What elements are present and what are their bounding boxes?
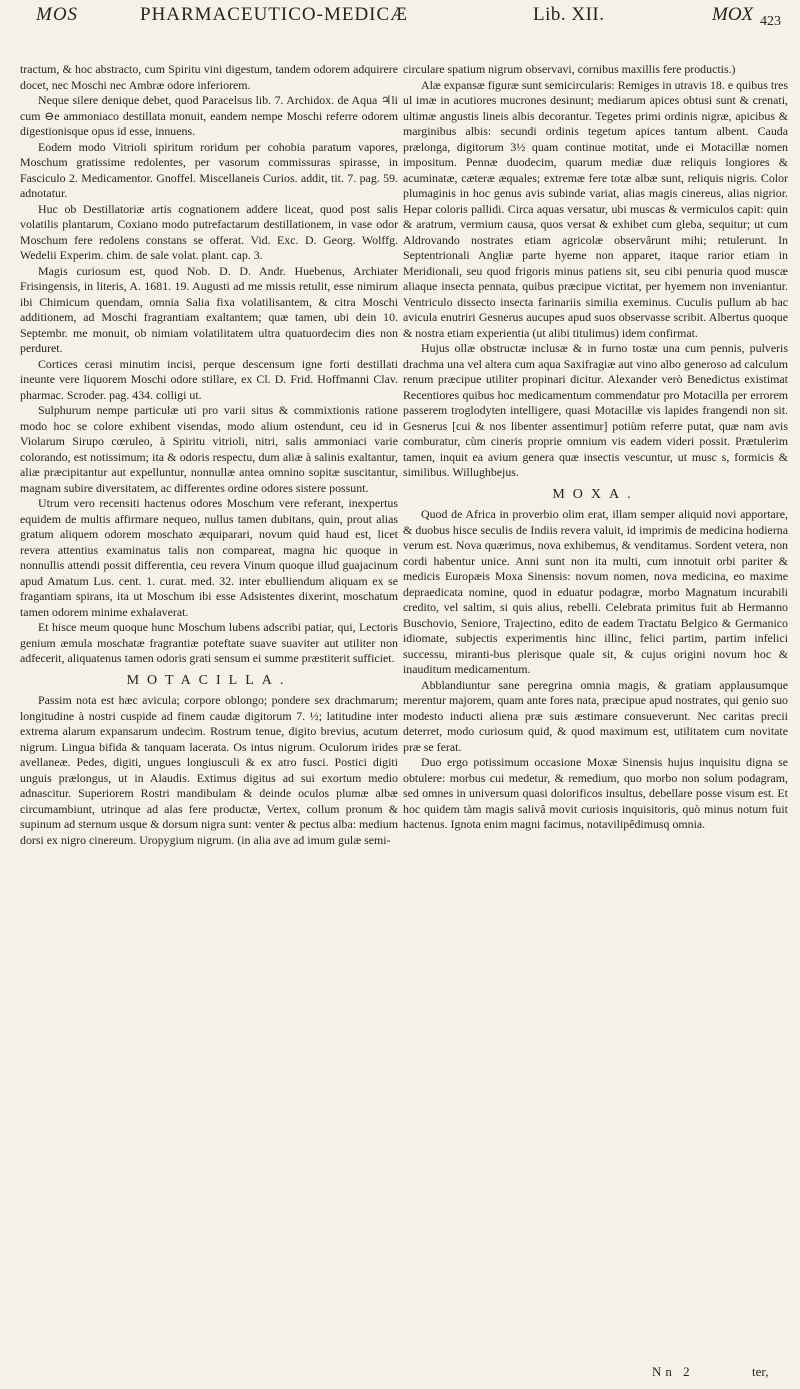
paragraph: Sulphurum nempe particulæ uti pro varii situs & commixtionis ratione modo hoc se colore exhibent visendas, modo alium ostendunt, ceu id in Violarum Sirupo cœruleo, à Spiritu vitrioli, nitri, salis ammoniaci varie colorando, est notissimum; ita & odoris respectu, dum aliæ à salinis exaltantur, aliæ præcipitantur aut expelluntur, nonnullæ antea omnino sopitæ suscitantur, magnam subire diversitatem, ac differentes ordine odores sistere possunt.	[20, 403, 398, 495]
header-center-title: PHARMACEUTICO-MEDICÆ	[140, 4, 409, 25]
paragraph: Quod de Africa in proverbio olim erat, illam semper aliquid novi apportare, & duobus hisce seculis de Indiis revera valuit, id imprimis de medicina hodierna verum est. Nova quærimus, nova exhibemus, & venditamus. Sordent vetera, non cordi habentur unice. Anni sunt non ita multi, cum innotuit orbi pariter & medicis Europæis Moxa Sinensis: novum nomen, nova medicina, eo maxime depraedicata nomine, quod in eduatur podagræ, morbo Magnatum incurabili credito, vel saltim, si quis alius, rebelli. Celebrata primitus fuit ab Hermanno Buschovio, Seniore, Trajectino, edito de eadem Tractatu Belgico & Germanico idiomate, subjectis experimentis hinc illinc, felici partim, partim infelici successu, miranti-bus plerisque quale sit, & cujus origini novum hoc & inauditum medicamentum.	[403, 507, 788, 676]
catchword: ter,	[752, 1364, 769, 1379]
paragraph: Et hisce meum quoque hunc Moschum lubens adscribi patiar, qui, Lectoris genium æmula moschatæ fragrantiæ poteftate suave suaviter aut utiliter non adfecerit, aliquatenus tamen odoris grati sensum ei summe præstiterit sufficiet.	[20, 620, 398, 665]
paragraph: circulare spatium nigrum observavi, cornibus maxillis fere productis.)	[403, 62, 736, 76]
left-column	[20, 62, 398, 848]
paragraph: Neque silere denique debet, quod Paracelsus lib. 7. Archidox. de Aqua ♃li cum ⊖e ammoniaco destillata monuit, eandem nempe Moschi referre odorem digestionisque opus id esse, innuens.	[20, 93, 398, 138]
page-number: 423	[760, 14, 781, 29]
paragraph: tractum, & hoc abstracto, cum Spiritu vini digestum, tandem odorem adquirere docet, nec Moschi nec Ambræ odore inferiorem.	[20, 62, 398, 92]
paragraph: Huc ob Destillatoriæ artis cognationem addere liceat, quod post salis volatilis plantarum, Coxiano modo putrefactarum destillationem, in vase odor Moschum fere redolens constans se offerat. Vid. Exc. D. Georg. Wolffg. Wedelii Experim. chim. de sale volat. plant. cap. 3.	[20, 201, 398, 262]
section-heading-motacilla: MOTACILLA.	[126, 672, 292, 688]
header-book-number: Lib. XII.	[533, 4, 605, 25]
section-heading-moxa: MOXA.	[552, 486, 639, 502]
header-right-title: MOX	[712, 4, 754, 25]
paragraph: Utrum vero recensiti hactenus odores Moschum vere referant, inexpertus equidem de multis affirmare nequeo, nullus tamen dubitans, quin, prout alias gratum aliquem odorem moschato æquiparari, novum quid haud est, licet revera attentius examinatus talis non compareat, magna hic quoque in nonnullis attendi possit differentia, ceu revera Vinum quoque illud guajacinum apud Amatum Lus. cent. 1. curat. med. 32. inter ebulliendum aliquam ex se fragantiam spirans, ita ut Moschum ibi esse Adsistentes dixerint, moschatum tamen odorem minime exhalaverat.	[20, 496, 398, 619]
page-footer	[0, 1364, 800, 1384]
signature-mark: Nn 2	[652, 1364, 694, 1379]
paragraph: Hujus ollæ obstructæ inclusæ & in furno tostæ una cum pennis, pulveris drachma una vel altera cum aqua Saxifragiæ aut vino albo generoso ad calculum renum præcipue utiliter propinari dicitur. Alexander verò Benedictus existimat Recentiores quibus hoc medicamentum commendatur pro Motacilla per errorem passerem troglodyten intelligere, quasi Motacillæ vis lapides frangendi non sit. Gesnerus [cui & nos libenter assentimur] potiùm referre putat, quæ nam avis comburatur, cùm cineris proprie omnium vis eadem videri possit. Prætulerim tamen, inquit ea avium genera quæ insectis vescuntur, ut musc s, formicis & similibus. Willughbejus.	[403, 341, 788, 479]
paragraph: Duo ergo potissimum occasione Moxæ Sinensis hujus inquisitu digna se obtulere: morbus cui medetur, & remedium, quo morbo non solum podagram, sed omnes in universum quasi dolorificos insultus, debellare posse visum est. Et hoc quidem tàm magis salivâ movit curiosis inquisitoris, quò minus notum fuit hactenus. Ignota enim magni facimus, notavilipêdimusq omnia.	[403, 755, 788, 831]
paragraph: Alæ expansæ figuræ sunt semicircularis: Remiges in utravis 18. e quibus tres ul imæ in acutiores mucrones desinunt; mediarum apices obtusi sunt & crenati, ultimæ angustis lineis albis decorantur. Tegetes primi ordinis nigræ, apicibus & marginibus albis: secundi ordinis tegetum apices tantum albent. Cauda prælonga, digitorum 3½ quam continue motitat, unde ei Motacillæ nomen impositum. Pennæ duodecim, quarum mediæ duæ reliquis longiores & acuminatæ, cæteræ æquales; extremæ fere totæ albæ sunt, reliquis nigris. Color plumaginis in hoc genus avis subinde variat, alias magis cinereus, alias nigrior. Hepar coloris pallidi. Circa aquas versatur, ubi muscas & vermiculos capit: quin & aratrum, vermium causa, quos versat & exhibet cum gleba, sequitur; ut cum Aldrovando nostrates etiam agricolæ observârunt mihi; retulerunt. In Septentrionali Angliæ parte hyeme non apparet, itaque rarior etiam in Meridionali, seu quod frigoris minus patiens sit, seu cibi penuria quod muscæ aliaque insecta pennata, quibus præcipue victitat, per hyemem non inveniantur. Ventriculo dissecto insecta farinariis similia exeminus. Cuculis pullum ab hac avicula enutriri Gesnerus aucupes apud suos observasse scribit. Albertus quoque & nostra etiam experientia (ut alibi titulimus) idem confirmat.	[403, 77, 788, 340]
running-header	[0, 4, 800, 60]
right-column	[403, 62, 788, 833]
paragraph: Eodem modo Vitrioli spiritum roridum per cohobia paratum vapores, Moschum gratissime redolentes, per vasorum commissuras spirasse, in Fasciculo 2. Medicamentor. Gnoffel. Miscellaneis Curios. addit, tit. 7. pag. 59. adnotatur.	[20, 139, 398, 200]
paragraph: Passim nota est hæc avicula; corpore oblongo; pondere sex drachmarum; longitudine à nostri cuspide ad finem caudæ digitorum 7. ½; latitudine inter extrema alarum expansarum undecim. Rostrum tenue, digito brevius, acutum nigrum. Lingua bifida & tanquam lacerata. Os intus nigrum. Oculorum irides avellaneæ. Pedes, digiti, ungues longiusculi & ex atro fusci. Postici digiti unguis prælongus, ut in Alaudis. Extimus digitus ad sui exortum medio adnascitur. Superiorem Rostri mandibulam & deinde oculos plumæ albæ circumambiunt, utrinque ad alas fere productæ, Vertex, collum pronum & supinum ad sternum usque & dorsum nigra sunt: venter & pectus alba: medium dorsi ex nigro cinereum. Uropygium nigrum. (in alia ave ad imum gulæ semi-	[20, 693, 398, 847]
paragraph: Cortices cerasi minutim incisi, perque descensum igne forti destillati ineunte vere liquorem Moschi odore stillare, ex Cl. D. Frid. Hoffmanni Clav. pharmac. Scroder. pag. 434. colligi ut.	[20, 356, 398, 402]
header-left-title: MOS	[36, 4, 79, 25]
paragraph: Magis curiosum est, quod Nob. D. D. Andr. Huebenus, Archiater Frisingensis, in literis, A. 1681. 19. Augusti ad me missis retulit, esse nimirum ibi Chimicum quendam, omnia Salia fixa volatilisantem, & citra Moschi additionem, ad Moschi fragrantiam exaltantem; quæ tamen, ubi dein 10. Septembr. me monuit, ob nimiam volatilitatem ultra quatuordecim dies non perduret.	[20, 263, 398, 355]
paragraph: Abblandiuntur sane peregrina omnia magis, & gratiam applausumque merentur majorem, quam ante fores nata, præcipue apud nostrates, qui genio suo modesto inducti aliena præ suis æstimare consueverunt. Nec caritas precii deterret, modo curiosum quid, & quod maximum est, utilitatem cum novitate præ se ferat.	[403, 677, 788, 754]
